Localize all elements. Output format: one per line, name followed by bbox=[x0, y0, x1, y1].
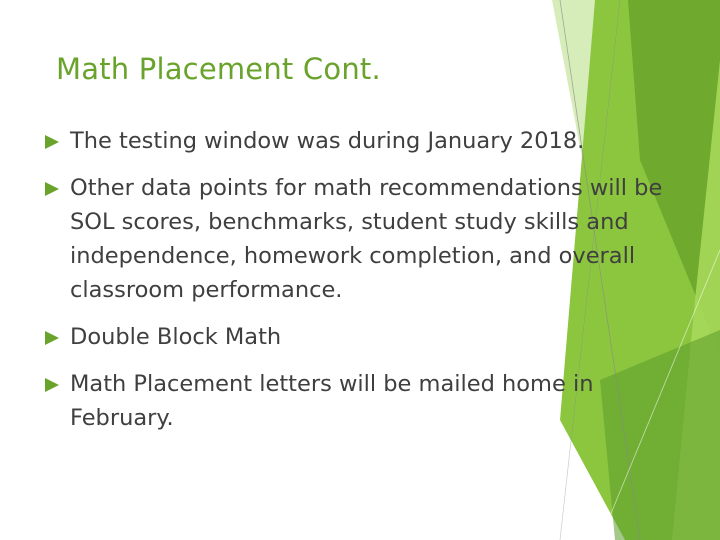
triangle-bullet-icon bbox=[44, 330, 60, 346]
bullet-item bbox=[40, 124, 700, 158]
bullet-item bbox=[40, 320, 700, 354]
triangle-bullet-icon bbox=[44, 377, 60, 393]
bullet-text: Double Block Math bbox=[70, 324, 282, 350]
bullet-text: Other data points for math recommendations will be SOL scores, benchmarks, student study skills and independence, homework completion, and overall classroom performance. bbox=[70, 175, 663, 303]
bullet-item bbox=[40, 367, 700, 435]
triangle-bullet-icon bbox=[44, 134, 60, 150]
bullet-item bbox=[40, 171, 700, 307]
bullet-list bbox=[40, 124, 700, 448]
bullet-text: The testing window was during January 2018. bbox=[70, 128, 585, 154]
page-title: Math Placement Cont. bbox=[56, 52, 381, 86]
triangle-bullet-icon bbox=[44, 181, 60, 197]
bullet-text: Math Placement letters will be mailed home in February. bbox=[70, 371, 594, 431]
